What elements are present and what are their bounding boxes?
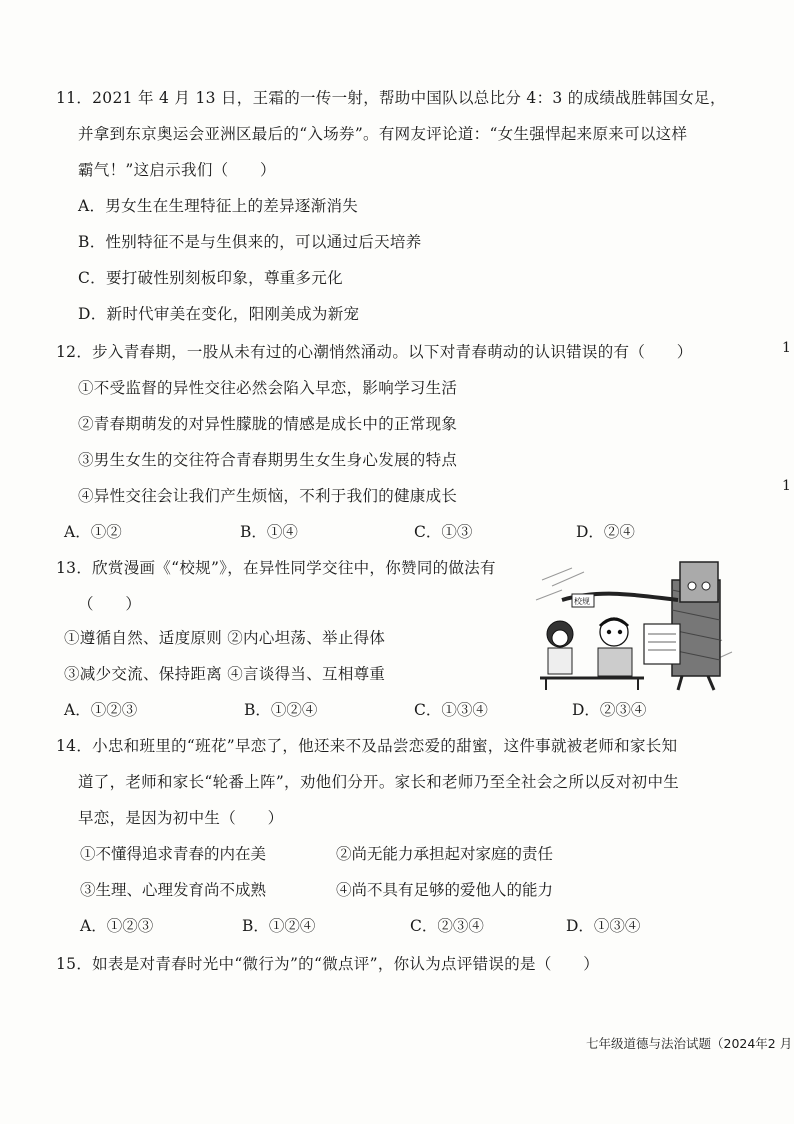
q11-option-b: B．性别特征不是与生俱来的，可以通过后天培养 [78, 233, 422, 251]
edge-mark-top: 1 [782, 340, 791, 356]
q13-option-d: D．②③④ [572, 701, 647, 719]
q13-option-b: B．①②④ [244, 701, 318, 719]
q11-stem-line1: 11．2021 年 4 月 13 日，王霜的一传一射，帮助中国队以总比分 4：3 的成绩战胜韩国女足， [56, 89, 726, 107]
q12-statement-4: ④异性交往会让我们产生烦恼，不利于我们的健康成长 [78, 487, 458, 505]
q14-option-a: A．①②③ [80, 917, 154, 935]
q12-option-c: C．①③ [414, 523, 473, 541]
q14-stem-line2: 道了，老师和家长“轮番上阵”，劝他们分开。家长和老师乃至全社会之所以反对初中生 [78, 773, 680, 791]
q14-option-b: B．①②④ [242, 917, 316, 935]
q13-answer-blank: （ ） [78, 595, 142, 613]
q14-stem-line1: 14．小忠和班里的“班花”早恋了，他还来不及品尝恋爱的甜蜜，这件事就被老师和家长知 [56, 737, 678, 755]
q12-statement-3: ③男生女生的交往符合青春期男生女生身心发展的特点 [78, 451, 458, 469]
q13-option-a: A．①②③ [64, 701, 138, 719]
school-rules-cartoon [532, 560, 742, 692]
q14-statement-1: ①不懂得追求青春的内在美 [80, 845, 267, 863]
q11-option-c: C．要打破性别刻板印象，尊重多元化 [78, 269, 343, 287]
q13-option-c: C．①③④ [414, 701, 488, 719]
q12-statement-1: ①不受监督的异性交往必然会陷入早恋，影响学习生活 [78, 379, 458, 397]
edge-mark-bottom: 1 [782, 478, 791, 494]
q14-statement-2: ②尚无能力承担起对家庭的责任 [336, 845, 554, 863]
q14-option-c: C．②③④ [410, 917, 484, 935]
q14-option-d: D．①③④ [566, 917, 641, 935]
q13-statements-3-4: ③减少交流、保持距离 ④言谈得当、互相尊重 [64, 665, 386, 683]
q12-stem: 12．步入青春期，一股从未有过的心潮悄然涌动。以下对青春萌动的认识错误的有（ ） [56, 343, 693, 361]
q13-statements-1-2: ①遵循自然、适度原则 ②内心坦荡、举止得体 [64, 629, 386, 647]
q11-stem-line3: 霸气！”这启示我们（ ） [78, 161, 276, 179]
q12-statement-2: ②青春期萌发的对异性朦胧的情感是成长中的正常现象 [78, 415, 458, 433]
q11-stem-line2: 并拿到东京奥运会亚洲区最后的“入场券”。有网友评论道：“女生强悍起来原来可以这样 [78, 125, 688, 143]
q14-statement-3: ③生理、心理发育尚不成熟 [80, 881, 267, 899]
q12-option-b: B．①④ [240, 523, 298, 541]
q13-stem: 13．欣赏漫画《“校规”》，在异性同学交往中，你赞同的做法有 [56, 559, 496, 577]
cartoon-sign-text: 校规 [574, 597, 590, 606]
q11-option-d: D．新时代审美在变化，阳刚美成为新宠 [78, 305, 360, 323]
page-footer: 七年级道德与法治试题（2024年2 月 [586, 1036, 793, 1051]
q14-statement-4: ④尚不具有足够的爱他人的能力 [336, 881, 554, 899]
q12-option-a: A．①② [64, 523, 122, 541]
q11-option-a: A．男女生在生理特征上的差异逐渐消失 [78, 197, 359, 215]
q15-stem: 15．如表是对青春时光中“微行为”的“微点评”，你认为点评错误的是（ ） [56, 955, 600, 973]
q12-option-d: D．②④ [576, 523, 635, 541]
q14-stem-line3: 早恋，是因为初中生（ ） [78, 809, 284, 827]
